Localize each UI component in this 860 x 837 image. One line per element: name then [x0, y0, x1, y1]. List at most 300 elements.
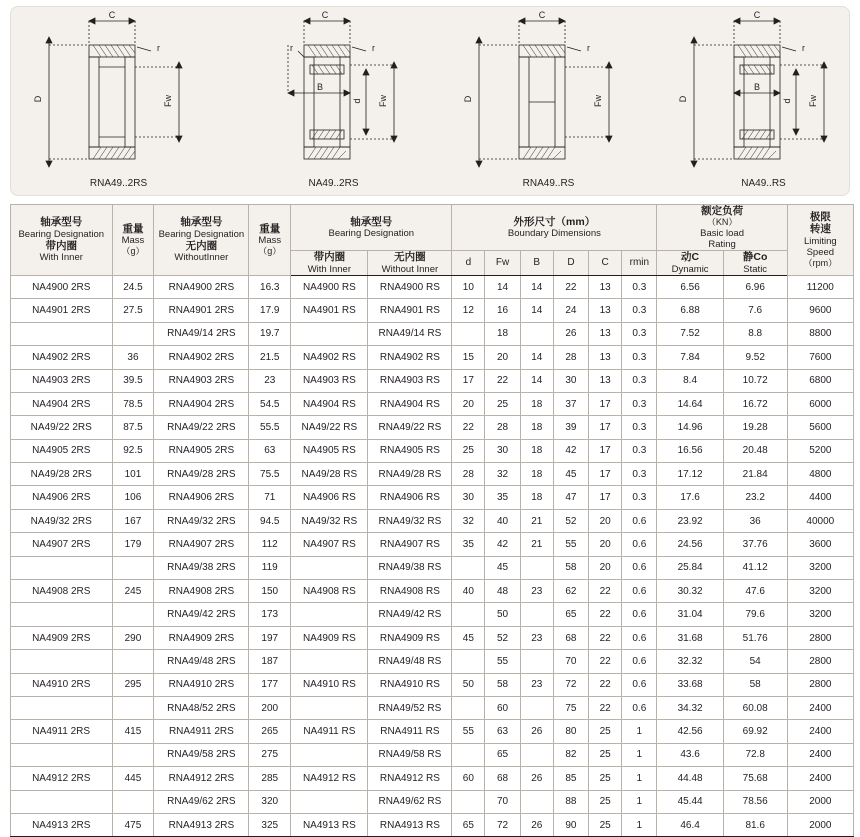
th-cn: 轴承型号 [40, 216, 83, 229]
cell-dynamic: 43.6 [657, 743, 723, 766]
cell-desig-sub-without: RNA4912 RS [368, 767, 452, 790]
cell-dynamic: 24.56 [657, 533, 723, 556]
cell-desig-sub-without: RNA4902 RS [368, 346, 452, 369]
cell-desig-sub-with: NA4905 RS [291, 439, 368, 462]
th-designation-group [291, 205, 452, 251]
cell-designation-without-inner: RNA48/52 2RS [154, 697, 249, 720]
cell-mass-with-inner: 415 [112, 720, 154, 743]
cell-D: 24 [553, 299, 588, 322]
cell-designation-without-inner: RNA49/28 2RS [154, 463, 249, 486]
cell-rmin: 1 [622, 720, 657, 743]
cell-desig-sub-without: RNA49/28 RS [368, 463, 452, 486]
cell-designation-with-inner: NA4904 2RS [11, 392, 113, 415]
cell-speed: 2000 [787, 790, 853, 813]
cell-c: 13 [589, 275, 622, 298]
label-d: d [782, 98, 792, 104]
cell-speed: 6800 [787, 369, 853, 392]
cell-speed: 3200 [787, 556, 853, 579]
cell-fw: 18 [485, 322, 520, 345]
cell-d: 35 [452, 533, 485, 556]
cell-mass-without-inner: 325 [249, 813, 291, 836]
cell-designation-without-inner: RNA49/38 2RS [154, 556, 249, 579]
cell-D: 90 [553, 813, 588, 836]
cell-dynamic: 33.68 [657, 673, 723, 696]
cell-speed: 5600 [787, 416, 853, 439]
cell-b [520, 603, 553, 626]
cell-designation-with-inner: NA4908 2RS [11, 580, 113, 603]
cell-D: 80 [553, 720, 588, 743]
cell-speed: 7600 [787, 346, 853, 369]
table-row [11, 439, 854, 462]
cell-desig-sub-without: RNA4913 RS [368, 813, 452, 836]
cell-mass-without-inner: 75.5 [249, 463, 291, 486]
th-unit: （rpm） [803, 258, 838, 269]
cell-D: 75 [553, 697, 588, 720]
cell-designation-without-inner: RNA4900 2RS [154, 275, 249, 298]
cell-dynamic: 14.96 [657, 416, 723, 439]
cell-mass-with-inner [112, 697, 154, 720]
table-row [11, 743, 854, 766]
cell-D: 82 [553, 743, 588, 766]
cell-desig-sub-without: RNA49/14 RS [368, 322, 452, 345]
figure-caption: RNA49..2RS [89, 178, 148, 189]
cell-desig-sub-with [291, 556, 368, 579]
cell-speed: 11200 [787, 275, 853, 298]
cell-desig-sub-with: NA4902 RS [291, 346, 368, 369]
cell-mass-without-inner: 71 [249, 486, 291, 509]
cell-static: 47.6 [723, 580, 787, 603]
label-C: C [538, 10, 546, 20]
table-row [11, 509, 854, 532]
cell-mass-without-inner: 55.5 [249, 416, 291, 439]
cell-mass-without-inner: 112 [249, 533, 291, 556]
cell-static: 81.6 [723, 813, 787, 836]
cell-c: 20 [589, 509, 622, 532]
cell-static: 69.92 [723, 720, 787, 743]
cell-mass-with-inner: 245 [112, 580, 154, 603]
cell-desig-sub-without: RNA49/38 RS [368, 556, 452, 579]
cell-static: 37.76 [723, 533, 787, 556]
cell-D: 26 [553, 322, 588, 345]
th-desig-sub-without-inner [368, 251, 452, 276]
cell-dynamic: 8.4 [657, 369, 723, 392]
table-row [11, 603, 854, 626]
cell-mass-with-inner: 445 [112, 767, 154, 790]
cell-desig-sub-with: NA4911 RS [291, 720, 368, 743]
cell-c: 25 [589, 743, 622, 766]
cell-dynamic: 42.56 [657, 720, 723, 743]
cell-b: 18 [520, 439, 553, 462]
cell-mass-with-inner: 36 [112, 346, 154, 369]
cell-desig-sub-with [291, 603, 368, 626]
cell-fw: 16 [485, 299, 520, 322]
cell-b [520, 697, 553, 720]
cell-speed: 2800 [787, 626, 853, 649]
cell-desig-sub-with [291, 790, 368, 813]
cell-b: 23 [520, 673, 553, 696]
cell-b: 14 [520, 275, 553, 298]
cell-desig-sub-with: NA49/28 RS [291, 463, 368, 486]
figure-na49-2rs [226, 7, 441, 195]
cell-designation-without-inner: RNA49/48 2RS [154, 650, 249, 673]
cell-fw: 42 [485, 533, 520, 556]
cell-d: 12 [452, 299, 485, 322]
th-cn: 轴承型号 [350, 215, 393, 228]
diagram-strip [10, 6, 850, 196]
cell-static: 36 [723, 509, 787, 532]
th-en: Limiting [803, 235, 837, 247]
table-row [11, 580, 854, 603]
cell-fw: 45 [485, 556, 520, 579]
cell-speed: 9600 [787, 299, 853, 322]
cell-d: 28 [452, 463, 485, 486]
table-row [11, 416, 854, 439]
cell-desig-sub-with: NA4912 RS [291, 767, 368, 790]
cell-dynamic: 17.12 [657, 463, 723, 486]
cell-D: 62 [553, 580, 588, 603]
cell-speed: 2400 [787, 720, 853, 743]
cell-designation-without-inner: RNA49/42 2RS [154, 603, 249, 626]
cell-d [452, 697, 485, 720]
table-row [11, 673, 854, 696]
cell-D: 65 [553, 603, 588, 626]
cell-fw: 40 [485, 509, 520, 532]
cell-dynamic: 31.68 [657, 626, 723, 649]
cell-D: 28 [553, 346, 588, 369]
cell-mass-without-inner: 94.5 [249, 509, 291, 532]
th-en2: With Inner [39, 252, 83, 264]
th-unit: （g） [258, 246, 282, 257]
cell-D: 22 [553, 275, 588, 298]
cell-D: 47 [553, 486, 588, 509]
cell-desig-sub-without: RNA4900 RS [368, 275, 452, 298]
cell-D: 55 [553, 533, 588, 556]
cell-desig-sub-with [291, 650, 368, 673]
cell-fw: 20 [485, 346, 520, 369]
cell-d: 15 [452, 346, 485, 369]
cell-mass-without-inner: 200 [249, 697, 291, 720]
cell-designation-with-inner: NA4913 2RS [11, 813, 113, 836]
th-en: Without Inner [381, 263, 439, 275]
cell-b: 26 [520, 767, 553, 790]
cell-b: 23 [520, 626, 553, 649]
cell-D: 37 [553, 392, 588, 415]
cell-designation-without-inner: RNA4913 2RS [154, 813, 249, 836]
cell-c: 22 [589, 603, 622, 626]
cell-mass-with-inner [112, 790, 154, 813]
cell-desig-sub-with: NA4906 RS [291, 486, 368, 509]
cell-mass-with-inner: 78.5 [112, 392, 154, 415]
th-en: Bearing Designation [18, 228, 105, 240]
cell-fw: 32 [485, 463, 520, 486]
cell-designation-with-inner: NA49/22 2RS [11, 416, 113, 439]
cell-static: 8.8 [723, 322, 787, 345]
cell-mass-without-inner: 187 [249, 650, 291, 673]
cell-b: 18 [520, 486, 553, 509]
cell-c: 25 [589, 790, 622, 813]
cell-designation-with-inner: NA4907 2RS [11, 533, 113, 556]
cell-b: 14 [520, 346, 553, 369]
th-en2: WithoutInner [174, 252, 229, 264]
cell-designation-without-inner: RNA4912 2RS [154, 767, 249, 790]
th-en2: Speed [806, 247, 835, 259]
cell-d [452, 743, 485, 766]
cell-speed: 5200 [787, 439, 853, 462]
cell-dynamic: 14.64 [657, 392, 723, 415]
th-en: With Inner [307, 263, 351, 275]
cell-b: 23 [520, 580, 553, 603]
th-dim-D: D [553, 251, 588, 276]
cell-D: 42 [553, 439, 588, 462]
th-limiting-speed [787, 205, 853, 276]
th-en: Static [743, 263, 768, 275]
label-B: B [753, 82, 761, 92]
cell-D: 39 [553, 416, 588, 439]
figure-caption: NA49..2RS [308, 178, 359, 189]
label-Fw: Fw [593, 95, 603, 107]
figure-caption: NA49..RS [741, 178, 786, 189]
th-en2: Rating [708, 239, 736, 251]
figure-rna49-2rs [11, 7, 226, 195]
cell-dynamic: 30.32 [657, 580, 723, 603]
cell-fw: 35 [485, 486, 520, 509]
cell-b [520, 743, 553, 766]
cell-b: 18 [520, 392, 553, 415]
cell-D: 70 [553, 650, 588, 673]
th-designation-without-inner [154, 205, 249, 276]
th-desig-sub-with-inner [291, 251, 368, 276]
table-body [11, 275, 854, 836]
label-r: r [157, 43, 160, 53]
label-r: r [587, 43, 590, 53]
label-Fw: Fw [808, 95, 818, 107]
cell-fw: 14 [485, 275, 520, 298]
cell-mass-without-inner: 197 [249, 626, 291, 649]
table-row [11, 322, 854, 345]
table-row [11, 650, 854, 673]
cell-fw: 68 [485, 767, 520, 790]
cell-rmin: 0.6 [622, 556, 657, 579]
cell-dynamic: 23.92 [657, 509, 723, 532]
cell-fw: 22 [485, 369, 520, 392]
th-en: Bearing Designation [158, 228, 245, 240]
cell-designation-with-inner: NA4901 2RS [11, 299, 113, 322]
cell-D: 85 [553, 767, 588, 790]
cell-designation-without-inner: RNA4909 2RS [154, 626, 249, 649]
cell-D: 72 [553, 673, 588, 696]
cell-speed: 6000 [787, 392, 853, 415]
table-row [11, 346, 854, 369]
cell-designation-without-inner: RNA4905 2RS [154, 439, 249, 462]
cell-mass-with-inner [112, 603, 154, 626]
cell-mass-with-inner [112, 650, 154, 673]
cell-static: 78.56 [723, 790, 787, 813]
cell-dynamic: 45.44 [657, 790, 723, 813]
cell-dynamic: 16.56 [657, 439, 723, 462]
cell-static: 75.68 [723, 767, 787, 790]
cell-designation-without-inner: RNA4903 2RS [154, 369, 249, 392]
cell-mass-without-inner: 17.9 [249, 299, 291, 322]
cell-d: 55 [452, 720, 485, 743]
cell-desig-sub-without: RNA4903 RS [368, 369, 452, 392]
th-cn2: 带内圈 [45, 239, 77, 252]
cell-speed: 2400 [787, 767, 853, 790]
cell-speed: 2800 [787, 650, 853, 673]
cell-mass-with-inner: 290 [112, 626, 154, 649]
figure-na49-rs [656, 7, 860, 195]
table-row [11, 463, 854, 486]
cell-b [520, 650, 553, 673]
cell-desig-sub-with: NA49/22 RS [291, 416, 368, 439]
cell-mass-with-inner: 295 [112, 673, 154, 696]
cell-b: 26 [520, 813, 553, 836]
cell-designation-with-inner: NA4910 2RS [11, 673, 113, 696]
cell-mass-without-inner: 320 [249, 790, 291, 813]
th-dim-c: C [589, 251, 622, 276]
cell-static: 6.96 [723, 275, 787, 298]
cell-desig-sub-with [291, 322, 368, 345]
cell-c: 22 [589, 650, 622, 673]
cell-D: 45 [553, 463, 588, 486]
cell-fw: 55 [485, 650, 520, 673]
cell-mass-with-inner: 167 [112, 509, 154, 532]
cell-desig-sub-without: RNA49/42 RS [368, 603, 452, 626]
cell-designation-with-inner: NA4905 2RS [11, 439, 113, 462]
cell-designation-with-inner: NA4906 2RS [11, 486, 113, 509]
cell-designation-with-inner [11, 322, 113, 345]
cell-dynamic: 44.48 [657, 767, 723, 790]
th-cn: 极限 [809, 211, 831, 224]
cell-designation-with-inner [11, 603, 113, 626]
cell-speed: 2400 [787, 697, 853, 720]
table-row [11, 556, 854, 579]
th-en: Bearing Designation [328, 228, 415, 240]
cell-designation-without-inner: RNA4907 2RS [154, 533, 249, 556]
cell-desig-sub-without: RNA4904 RS [368, 392, 452, 415]
cell-c: 25 [589, 720, 622, 743]
cell-c: 13 [589, 369, 622, 392]
cell-designation-without-inner: RNA49/22 2RS [154, 416, 249, 439]
cell-rmin: 0.3 [622, 346, 657, 369]
cell-c: 17 [589, 486, 622, 509]
table-row [11, 392, 854, 415]
cell-D: 30 [553, 369, 588, 392]
cell-d: 60 [452, 767, 485, 790]
cell-dynamic: 25.84 [657, 556, 723, 579]
table-row [11, 790, 854, 813]
cell-D: 52 [553, 509, 588, 532]
cell-c: 25 [589, 813, 622, 836]
cell-rmin: 1 [622, 767, 657, 790]
cell-rmin: 0.3 [622, 275, 657, 298]
th-cn: 静Co [742, 251, 768, 264]
cell-b: 26 [520, 720, 553, 743]
cell-d: 30 [452, 486, 485, 509]
label-Fw: Fw [163, 95, 173, 107]
cell-mass-without-inner: 275 [249, 743, 291, 766]
th-cn: 重量 [122, 222, 144, 235]
cell-mass-without-inner: 173 [249, 603, 291, 626]
cell-c: 22 [589, 673, 622, 696]
th-mass-without-inner [249, 205, 291, 276]
cell-d [452, 650, 485, 673]
cell-static: 51.76 [723, 626, 787, 649]
table-row [11, 697, 854, 720]
cell-speed: 2800 [787, 673, 853, 696]
cell-rmin: 0.3 [622, 416, 657, 439]
cell-b: 18 [520, 416, 553, 439]
cell-d: 40 [452, 580, 485, 603]
cell-d: 22 [452, 416, 485, 439]
cell-c: 20 [589, 556, 622, 579]
cell-d [452, 603, 485, 626]
cell-fw: 30 [485, 439, 520, 462]
cell-b [520, 790, 553, 813]
cell-desig-sub-without: RNA4911 RS [368, 720, 452, 743]
th-cn: 外形尺寸（mm） [513, 215, 596, 228]
cell-mass-without-inner: 54.5 [249, 392, 291, 415]
table-header-row-1 [11, 205, 854, 251]
cell-desig-sub-without: RNA49/52 RS [368, 697, 452, 720]
cell-c: 22 [589, 580, 622, 603]
cell-rmin: 0.3 [622, 369, 657, 392]
cell-mass-with-inner: 24.5 [112, 275, 154, 298]
cell-fw: 72 [485, 813, 520, 836]
cell-designation-with-inner [11, 790, 113, 813]
table-row [11, 813, 854, 836]
cell-static: 23.2 [723, 486, 787, 509]
cell-speed: 40000 [787, 509, 853, 532]
label-r-left: r [290, 43, 293, 53]
th-load-dynamic [657, 251, 723, 276]
cell-mass-without-inner: 63 [249, 439, 291, 462]
cell-static: 9.52 [723, 346, 787, 369]
cell-c: 17 [589, 439, 622, 462]
cell-c: 20 [589, 533, 622, 556]
cell-rmin: 0.6 [622, 580, 657, 603]
cell-b: 14 [520, 369, 553, 392]
cell-d: 20 [452, 392, 485, 415]
cell-mass-with-inner: 179 [112, 533, 154, 556]
cell-static: 21.84 [723, 463, 787, 486]
cell-rmin: 1 [622, 790, 657, 813]
label-B: B [316, 82, 324, 92]
cell-mass-without-inner: 285 [249, 767, 291, 790]
cell-static: 41.12 [723, 556, 787, 579]
cell-desig-sub-without: RNA49/32 RS [368, 509, 452, 532]
cell-speed: 3200 [787, 580, 853, 603]
cell-mass-with-inner: 27.5 [112, 299, 154, 322]
cell-static: 16.72 [723, 392, 787, 415]
table-row [11, 533, 854, 556]
cell-speed: 4800 [787, 463, 853, 486]
cell-designation-with-inner: NA4912 2RS [11, 767, 113, 790]
cell-b: 18 [520, 463, 553, 486]
cell-fw: 63 [485, 720, 520, 743]
cell-rmin: 0.6 [622, 603, 657, 626]
cell-D: 58 [553, 556, 588, 579]
cell-desig-sub-without: RNA4905 RS [368, 439, 452, 462]
cell-c: 22 [589, 626, 622, 649]
cell-rmin: 0.6 [622, 509, 657, 532]
cell-mass-with-inner: 106 [112, 486, 154, 509]
cell-rmin: 1 [622, 743, 657, 766]
label-Fw: Fw [378, 95, 388, 107]
cell-b: 21 [520, 509, 553, 532]
table-row [11, 720, 854, 743]
cell-desig-sub-without: RNA4901 RS [368, 299, 452, 322]
cell-static: 60.08 [723, 697, 787, 720]
